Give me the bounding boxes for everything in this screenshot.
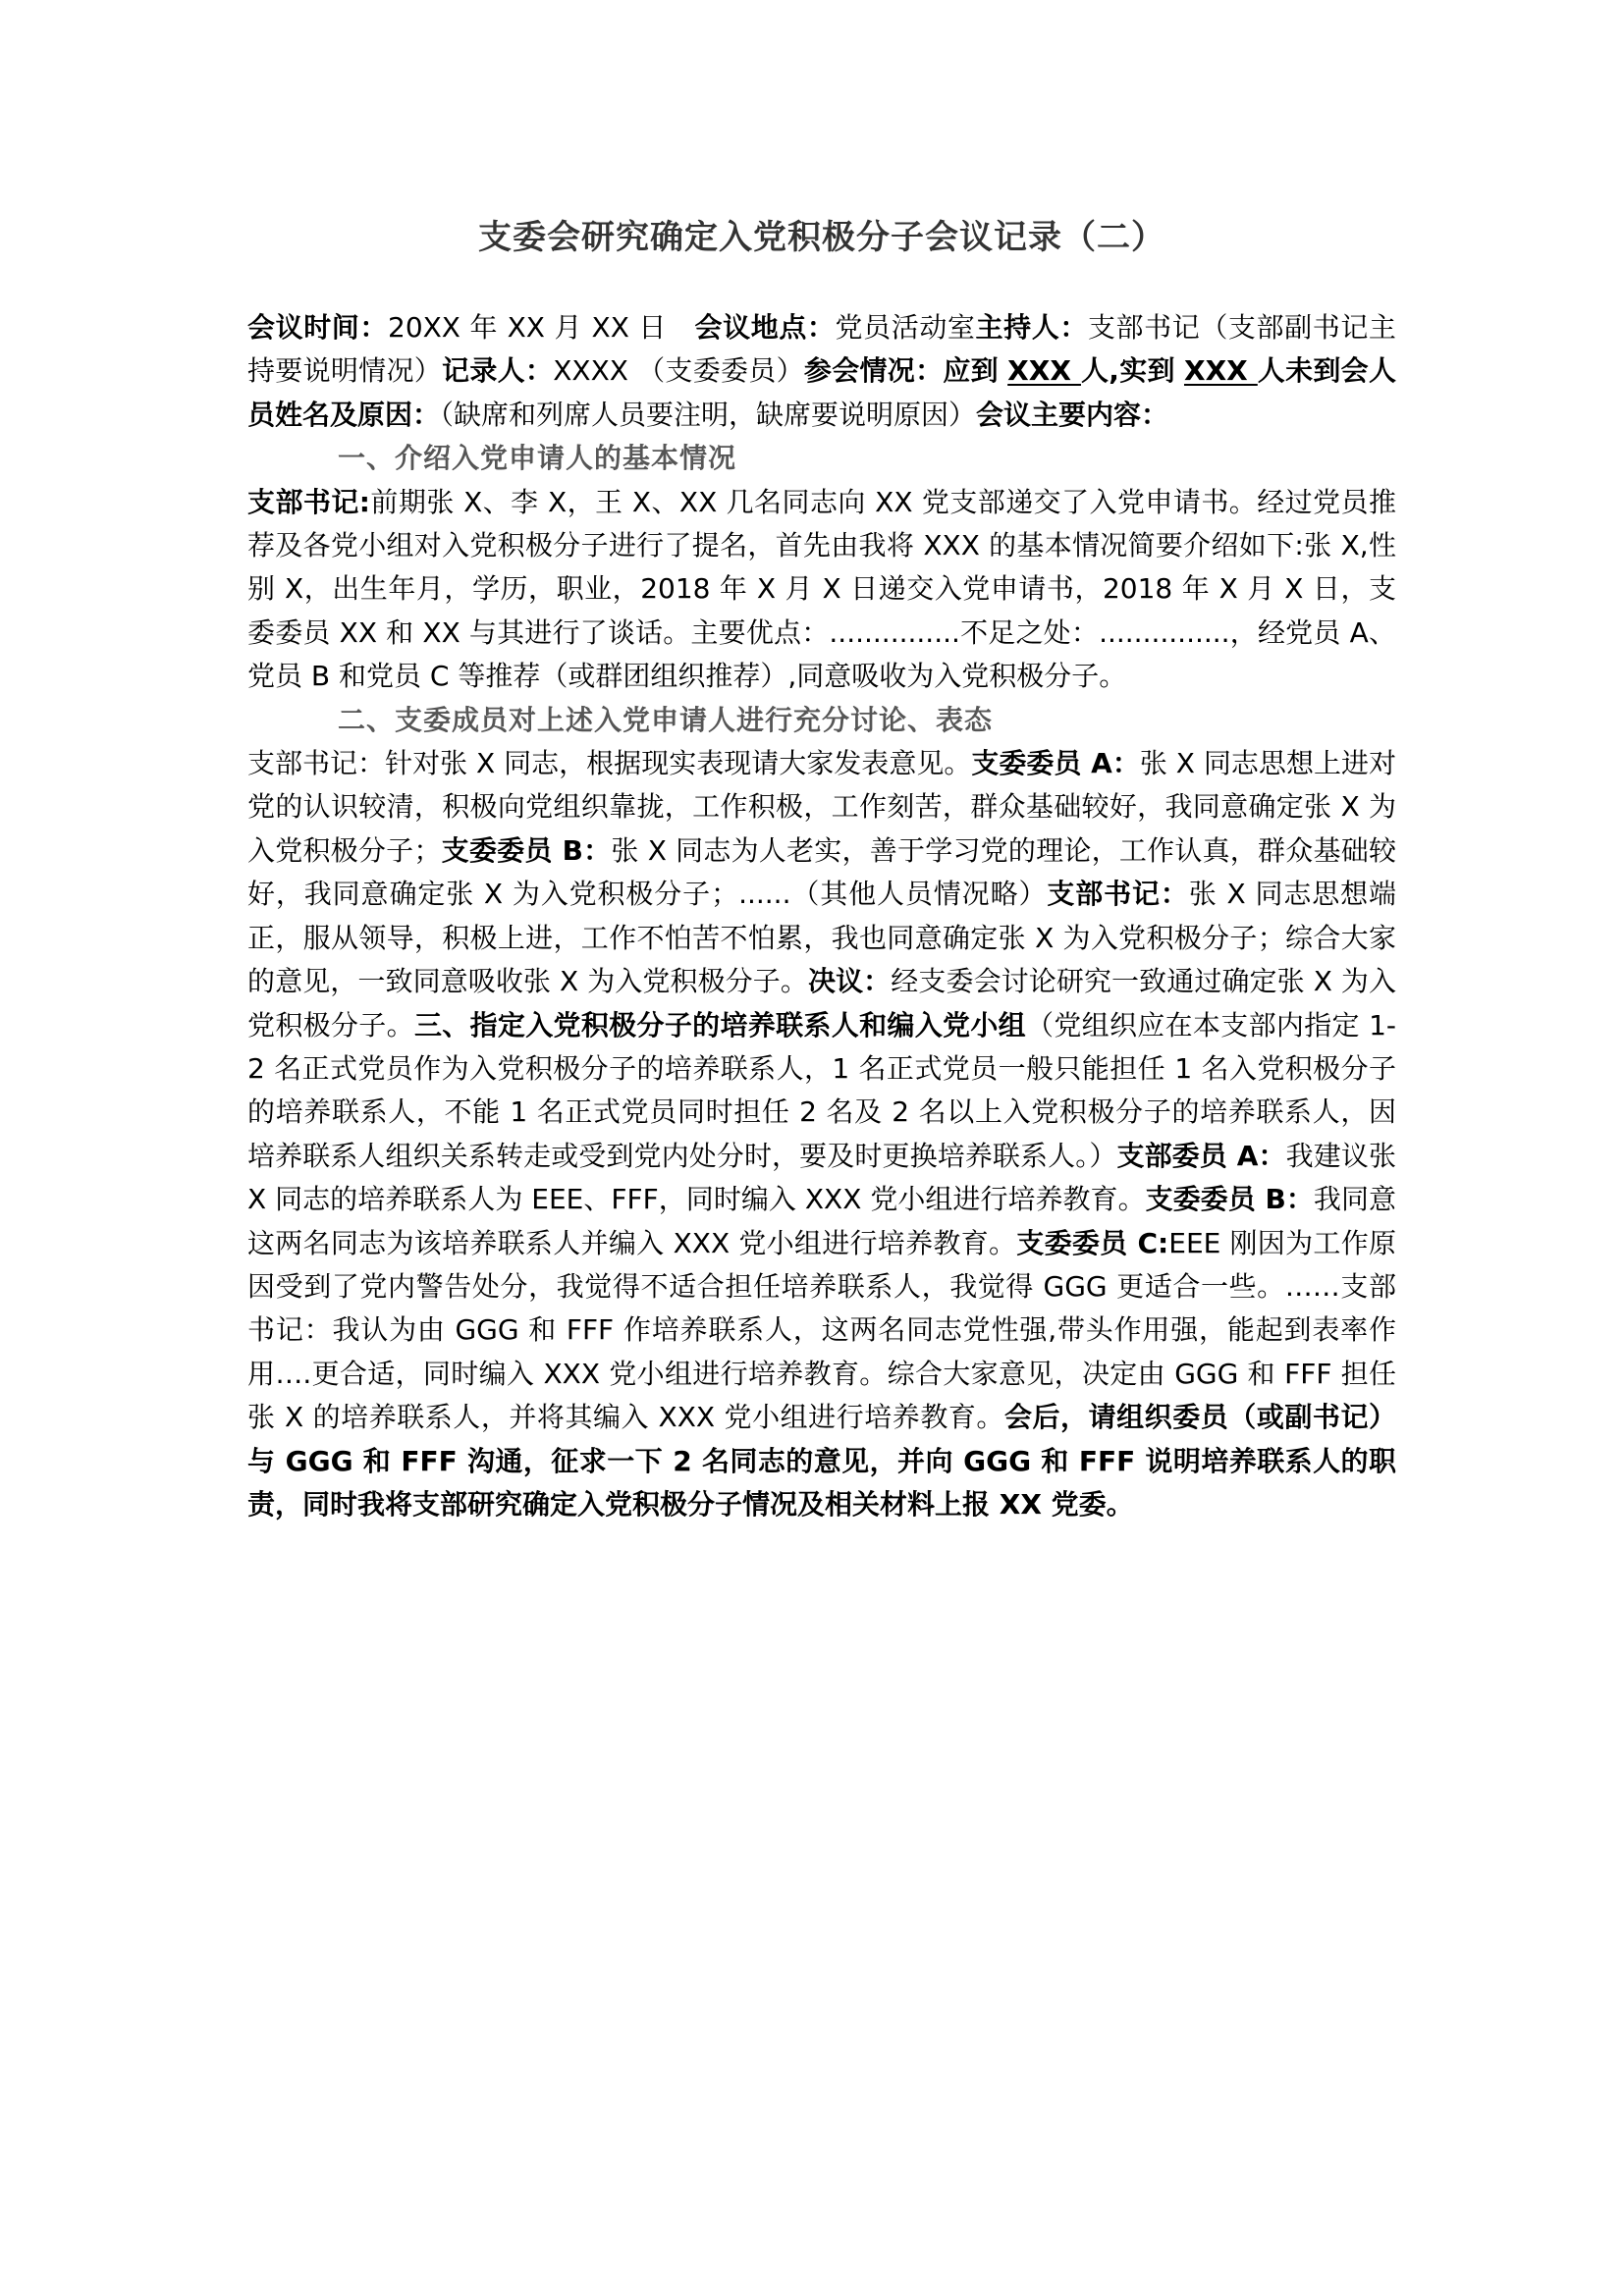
section-1-text: 前期张 X、李 X，王 X、XX 几名同志向 XX 党支部递交了入党申请书。经过党员推荐及各党小组对入党积极分子进行了提名，首先由我将 XXX 的基本情况简要介绍如下:张 X,性别 X，出生年月，学历，职业，2018 年 X 月 X 日递交入党申请书，2018 年 X 月 X 日，支委委员 XX 和 XX 与其进行了谈话。主要优点：...............不足之处：...............，经党员 A、党员 B 和党员 C 等推荐（或群团组织推荐）,同意吸收为入党积极分子。 <box>247 485 1396 693</box>
section-1-speaker: 支部书记: <box>247 485 370 518</box>
content-label: 会议主要内容： <box>976 398 1169 431</box>
secretary-text: 张 X 同志思想端正，服从领导，积极上进，工作不怕苦不怕累，我也同意确定张 X 为入党积极分子；综合大家的意见，一致同意吸收张 X 为入党积极分子。 <box>247 878 1397 998</box>
host-label: 主持人： <box>975 311 1088 344</box>
s3-member-c-label: 支委委员 C: <box>1016 1226 1169 1259</box>
member-b-text: 张 X 同志为人老实，善于学习党的理论，工作认真，群众基础较好，我同意确定张 X 为入党积极分子；......（其他人员情况略） <box>247 833 1396 911</box>
attend-label: 参会情况：应到 <box>803 354 999 388</box>
closing-text: 会后，请组织委员（或副书记）与 GGG 和 FFF 沟通，征求一下 2 名同志的意见，并向 GGG 和 FFF 说明培养联系人的职责，同时我将支部研究确定入党积极分子情况及相关材料上报 XX 党委。 <box>247 1401 1396 1521</box>
meeting-info <box>247 306 1396 437</box>
section-1-heading: 一、介绍入党申请人的基本情况 <box>338 442 737 475</box>
time-value: 20XX 年 XX 月 XX 日 <box>388 311 668 344</box>
secretary-label: 支部书记： <box>1047 878 1189 911</box>
host-value: 支部书记（支部副书记主持要说明情况） <box>247 311 1396 388</box>
place-value: 党员活动室 <box>835 311 976 344</box>
section-3-heading: 三、指定入党积极分子的培养联系人和编入党小组 <box>413 1008 1026 1041</box>
attend-due-value: XXX <box>1007 354 1081 388</box>
member-a-text: 张 X 同志思想上进对党的认识较清，积极向党组织靠拢，工作积极，工作刻苦，群众基础较好，我同意确定张 X 为入党积极分子； <box>247 747 1396 867</box>
s3-member-a-label: 支部委员 A： <box>1116 1139 1286 1172</box>
absent-value: （缺席和列席人员要注明，缺席要说明原因） <box>440 398 977 431</box>
section-2-intro: 支部书记：针对张 X 同志，根据现实表现请大家发表意见。 <box>247 747 972 780</box>
document-title: 支委会研究确定入党积极分子会议记录（二） <box>478 218 1165 257</box>
s3-member-c-text: EEE 刚因为工作原因受到了党内警告处分，我觉得不适合担任培养联系人，我觉得 GGG 更适合一些。……支部书记：我认为由 GGG 和 FFF 作培养联系人，这两名同志党性强,带头作用强，能起到表率作用….更合适，同时编入 XXX 党小组进行培养教育。综合大家意见，决定由 GGG 和 FFF 担任张 X 的培养联系人，并将其编入 XXX 党小组进行培养教育。 <box>247 1226 1396 1434</box>
recorder-value: XXXX （支委委员） <box>553 354 804 388</box>
section-1-body <box>247 481 1396 699</box>
absent-label: 人未到会人员姓名及原因： <box>247 354 1396 431</box>
place-label: 会议地点： <box>694 311 836 344</box>
resolution-text: 经支委会讨论研究一致通过确定张 X 为入党积极分子。 <box>247 965 1396 1041</box>
section-2-heading: 二、支委成员对上述入党申请人进行充分讨论、表态 <box>338 703 994 736</box>
member-b-label: 支委委员 B： <box>441 833 612 867</box>
section-2-body <box>247 742 1396 1526</box>
recorder-label: 记录人： <box>442 354 554 388</box>
section-3-note: （党组织应在本支部内指定 1-2 名正式党员作为入党积极分子的培养联系人，1 名正式党员一般只能担任 1 名入党积极分子的培养联系人，不能 1 名正式党员同时担任 2 名及 2 名以上入党积极分子的培养联系人，因培养联系人组织关系转走或受到党内处分时，要及时更换培养联系人。） <box>247 1008 1396 1172</box>
s3-member-b-label: 支委委员 B： <box>1145 1183 1314 1216</box>
attend-actual-value: XXX <box>1183 354 1258 388</box>
document-page <box>247 208 1396 1526</box>
resolution-label: 决议： <box>807 965 892 998</box>
s3-member-a-text: 我建议张 X 同志的培养联系人为 EEE、FFF，同时编入 XXX 党小组进行培养教育。 <box>247 1139 1396 1216</box>
time-label: 会议时间： <box>247 311 388 344</box>
member-a-label: 支委委员 A： <box>971 747 1140 780</box>
s3-member-b-text: 我同意这两名同志为该培养联系人并编入 XXX 党小组进行培养教育。 <box>247 1183 1396 1259</box>
attend-mid-label: 人,实到 <box>1080 354 1175 388</box>
